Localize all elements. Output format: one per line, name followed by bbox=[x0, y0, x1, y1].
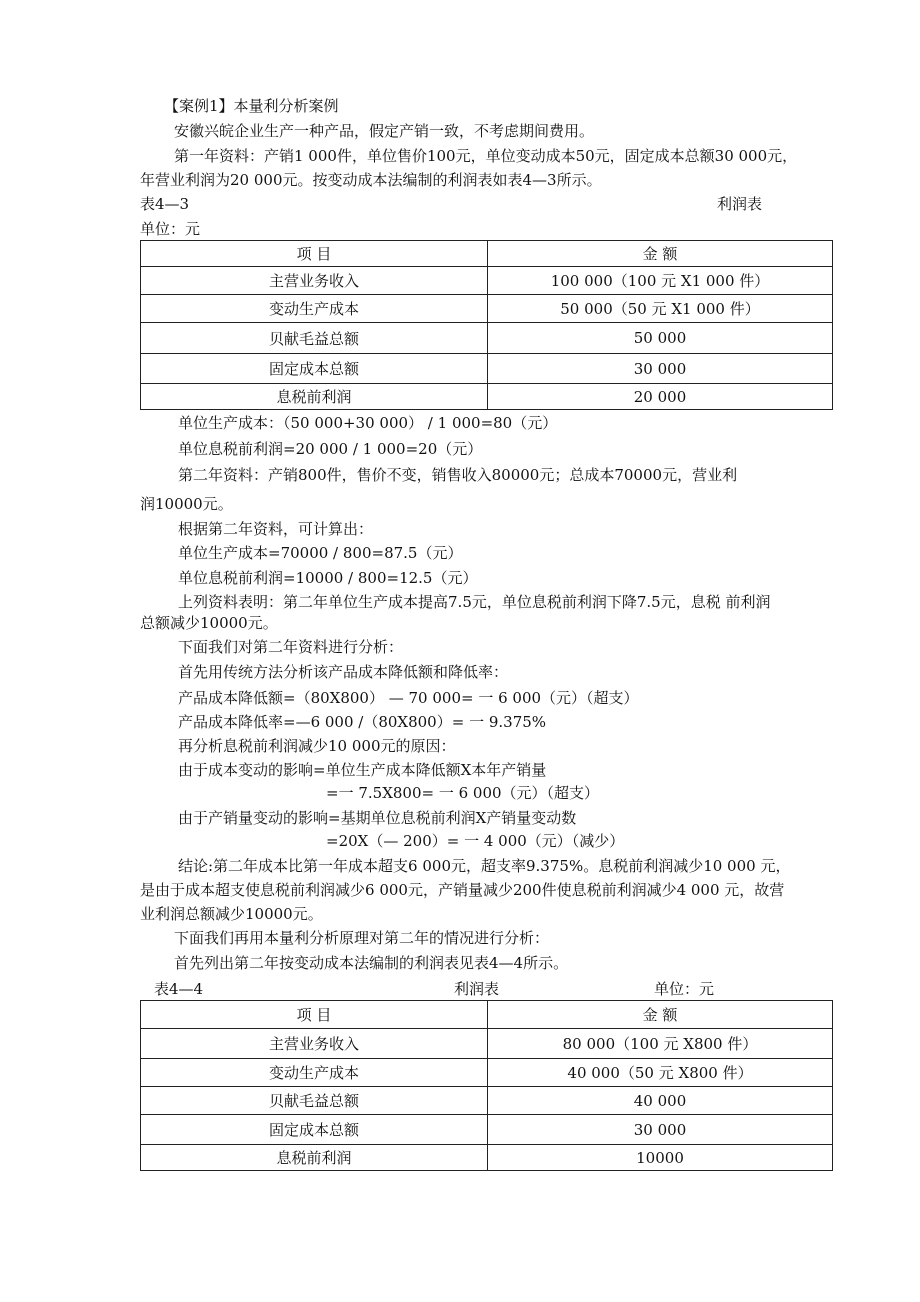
row-label: 固定成本总额 bbox=[141, 354, 488, 384]
year2-line-3: 根据第二年资料，可计算出： bbox=[178, 520, 374, 538]
row-label: 息税前利润 bbox=[141, 1145, 488, 1171]
year2-line-2: 润10000元。 bbox=[140, 495, 233, 513]
row-value: 30 000 bbox=[488, 354, 833, 384]
year2-line-5: 单位息税前利润=10000 / 800=12.5（元） bbox=[178, 569, 478, 587]
conclusion-line-4: 下面我们再用本量利分析原理对第二年的情况进行分析： bbox=[174, 929, 550, 947]
table1-unit: 单位：元 bbox=[140, 220, 201, 238]
analysis-line-7: =一 7.5X800= 一 6 000（元）（超支） bbox=[326, 784, 600, 802]
table2-label: 表4—4 bbox=[154, 980, 204, 998]
header-item: 项 目 bbox=[141, 1001, 488, 1029]
row-label: 贝献毛益总额 bbox=[141, 323, 488, 354]
row-label: 主营业务收入 bbox=[141, 1029, 488, 1059]
table-header-row bbox=[141, 1001, 833, 1029]
table-header-row bbox=[141, 241, 833, 267]
row-label: 固定成本总额 bbox=[141, 1115, 488, 1145]
row-value: 40 000 bbox=[488, 1087, 833, 1115]
table-row bbox=[141, 1115, 833, 1145]
row-label: 贝献毛益总额 bbox=[141, 1087, 488, 1115]
row-label: 主营业务收入 bbox=[141, 267, 488, 295]
table2-title: 利润表 bbox=[454, 980, 500, 998]
table-row bbox=[141, 354, 833, 384]
row-value: 20 000 bbox=[488, 384, 833, 410]
conclusion-line-5: 首先列出第二年按变动成本法编制的利润表见表4—4所示。 bbox=[174, 954, 569, 972]
table2-unit: 单位：元 bbox=[654, 980, 715, 998]
table-row bbox=[141, 1145, 833, 1171]
table-row bbox=[141, 1087, 833, 1115]
analysis-line-2: 首先用传统方法分析该产品成本降低额和降低率： bbox=[178, 663, 509, 681]
year1-line-2: 年营业利润为20 000元。按变动成本法编制的利润表如表4—3所示。 bbox=[140, 171, 602, 189]
row-value: 50 000（50 元 X1 000 件） bbox=[488, 295, 833, 323]
table1-label: 表4—3 bbox=[140, 195, 190, 213]
conclusion-line-3: 业利润总额减少10000元。 bbox=[140, 905, 323, 923]
profit-table-1 bbox=[140, 240, 833, 410]
conclusion-line-1: 结论:第二年成本比第一年成本超支6 000元，超支率9.375%。息税前利润减少10 000 元， bbox=[178, 857, 791, 875]
analysis-line-1: 下面我们对第二年资料进行分析： bbox=[178, 638, 404, 656]
row-value: 10000 bbox=[488, 1145, 833, 1171]
row-value: 50 000 bbox=[488, 323, 833, 354]
row-value: 100 000（100 元 X1 000 件） bbox=[488, 267, 833, 295]
year2-line-1: 第二年资料：产销800件，售价不变，销售收入80000元；总成本70000元，营业利 bbox=[178, 466, 738, 484]
year1-line-1: 第一年资料：产销1 000件，单位售价100元，单位变动成本50元，固定成本总额30 000元， bbox=[174, 147, 798, 165]
row-value: 80 000（100 元 X800 件） bbox=[488, 1029, 833, 1059]
analysis-line-8: 由于产销量变动的影响=基期单位息税前利润X产销量变动数 bbox=[178, 809, 577, 827]
analysis-line-4: 产品成本降低率=—6 000 /（80X800）= 一 9.375% bbox=[178, 713, 547, 731]
year2-line-4: 单位生产成本=70000 / 800=87.5（元） bbox=[178, 544, 463, 562]
table-row bbox=[141, 323, 833, 354]
year2-line-7: 总额减少10000元。 bbox=[140, 614, 278, 632]
row-value: 40 000（50 元 X800 件） bbox=[488, 1059, 833, 1087]
table1-title: 利润表 bbox=[717, 195, 763, 213]
header-amount: 金 额 bbox=[488, 241, 833, 267]
year2-line-6: 上列资料表明：第二年单位生产成本提高7.5元，单位息税前利润下降7.5元，息税 前利润 bbox=[178, 593, 771, 611]
profit-table-2 bbox=[140, 1000, 833, 1171]
calc1-unit-profit: 单位息税前利润=20 000 / 1 000=20（元） bbox=[178, 440, 483, 458]
table-row bbox=[141, 267, 833, 295]
row-label: 变动生产成本 bbox=[141, 295, 488, 323]
header-item: 项 目 bbox=[141, 241, 488, 267]
table-row bbox=[141, 1029, 833, 1059]
table-row bbox=[141, 384, 833, 410]
analysis-line-3: 产品成本降低额=（80X800） — 70 000= 一 6 000（元）（超支） bbox=[178, 689, 639, 707]
conclusion-line-2: 是由于成本超支使息税前利润减少6 000元，产销量减少200件使息税前利润减少4 000 元，故营 bbox=[140, 881, 785, 899]
row-label: 变动生产成本 bbox=[141, 1059, 488, 1087]
row-value: 30 000 bbox=[488, 1115, 833, 1145]
row-label: 息税前利润 bbox=[141, 384, 488, 410]
case-title: 【案例1】本量利分析案例 bbox=[164, 97, 339, 115]
analysis-line-6: 由于成本变动的影响=单位生产成本降低额X本年产销量 bbox=[178, 761, 547, 779]
analysis-line-5: 再分析息税前利润减少10 000元的原因： bbox=[178, 737, 456, 755]
table-row bbox=[141, 1059, 833, 1087]
intro-paragraph: 安徽兴皖企业生产一种产品，假定产销一致，不考虑期间费用。 bbox=[174, 122, 595, 140]
analysis-line-9: =20X（— 200）= 一 4 000（元）（减少） bbox=[326, 832, 625, 850]
header-amount: 金 额 bbox=[488, 1001, 833, 1029]
calc1-unit-cost: 单位生产成本：（50 000+30 000） / 1 000=80（元） bbox=[178, 414, 558, 432]
table-row bbox=[141, 295, 833, 323]
